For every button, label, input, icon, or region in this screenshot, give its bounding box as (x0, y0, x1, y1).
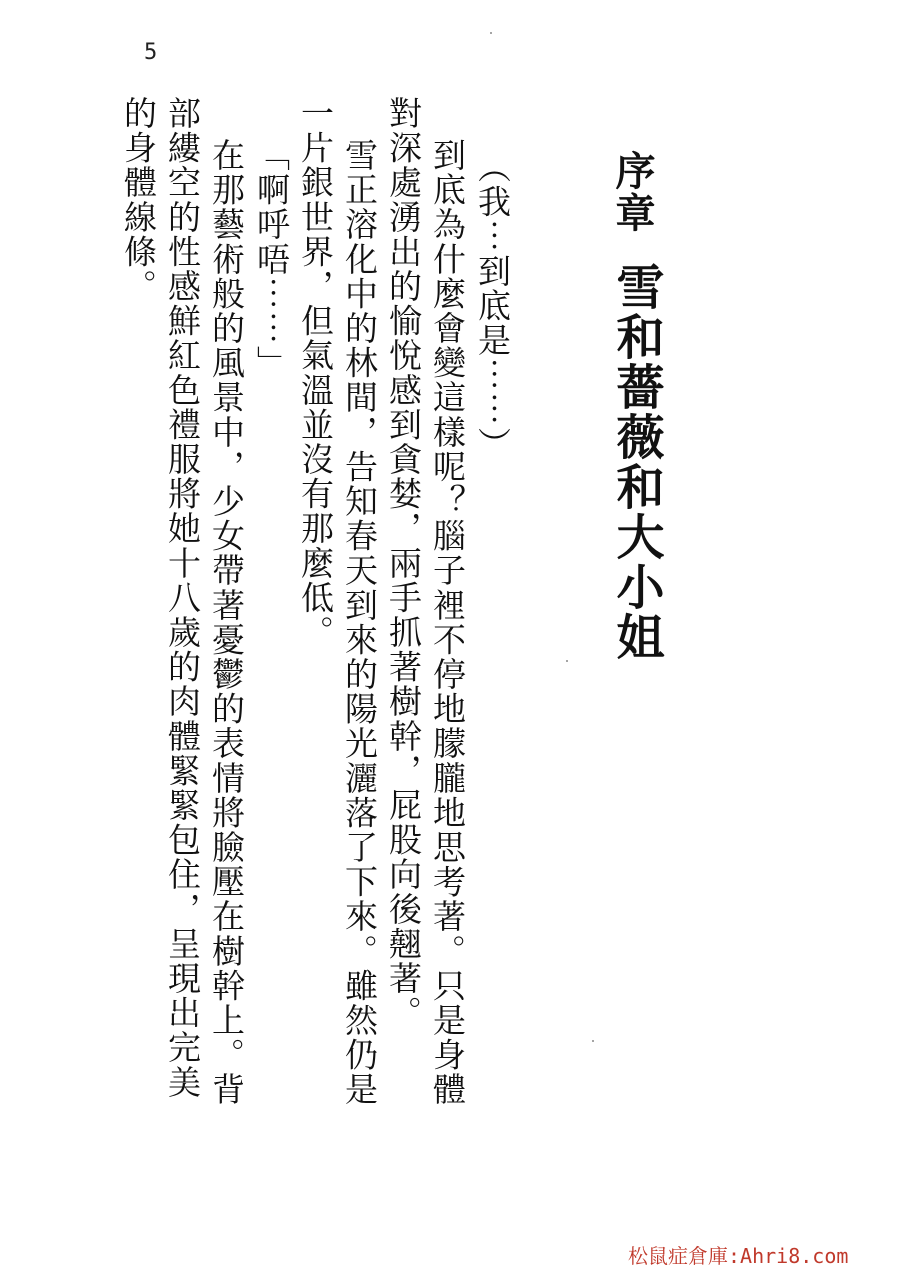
scan-speck (490, 32, 492, 34)
body-line: 在那藝術般的風景中，少女帶著憂鬱的表情將臉壓在樹幹上。背 (207, 138, 246, 1107)
body-line: 雪正溶化中的林間，告知春天到來的陽光灑落了下來。雖然仍是 (340, 138, 379, 1107)
body-line: 的身體線條。 (119, 96, 158, 304)
body-line: ︵我︙到底是︙︙︶ (473, 150, 512, 462)
chapter-label: 序章 (609, 150, 655, 234)
body-line: 對深處湧出的愉悅感到貪婪，兩手抓著樹幹，屁股向後翹著。 (384, 96, 423, 1031)
scan-speck (566, 660, 568, 662)
watermark: 松鼠症倉庫:Ahri8.com (628, 1244, 849, 1268)
chapter-title: 雪和薔薇和大小姐 (608, 262, 664, 662)
body-line: 到底為什麼會變這樣呢？腦子裡不停地朦朧地思考著。只是身體 (428, 138, 467, 1107)
body-line: 部縷空的性感鮮紅色禮服將她十八歲的肉體緊緊包住，呈現出完美 (163, 96, 202, 1100)
body-line: 一片銀世界，但氣溫並沒有那麼低。 (296, 96, 335, 650)
scan-speck (592, 1040, 594, 1042)
body-line: ﹁啊呼唔︙︙﹂ (252, 138, 291, 381)
page-number: 5 (144, 40, 158, 65)
